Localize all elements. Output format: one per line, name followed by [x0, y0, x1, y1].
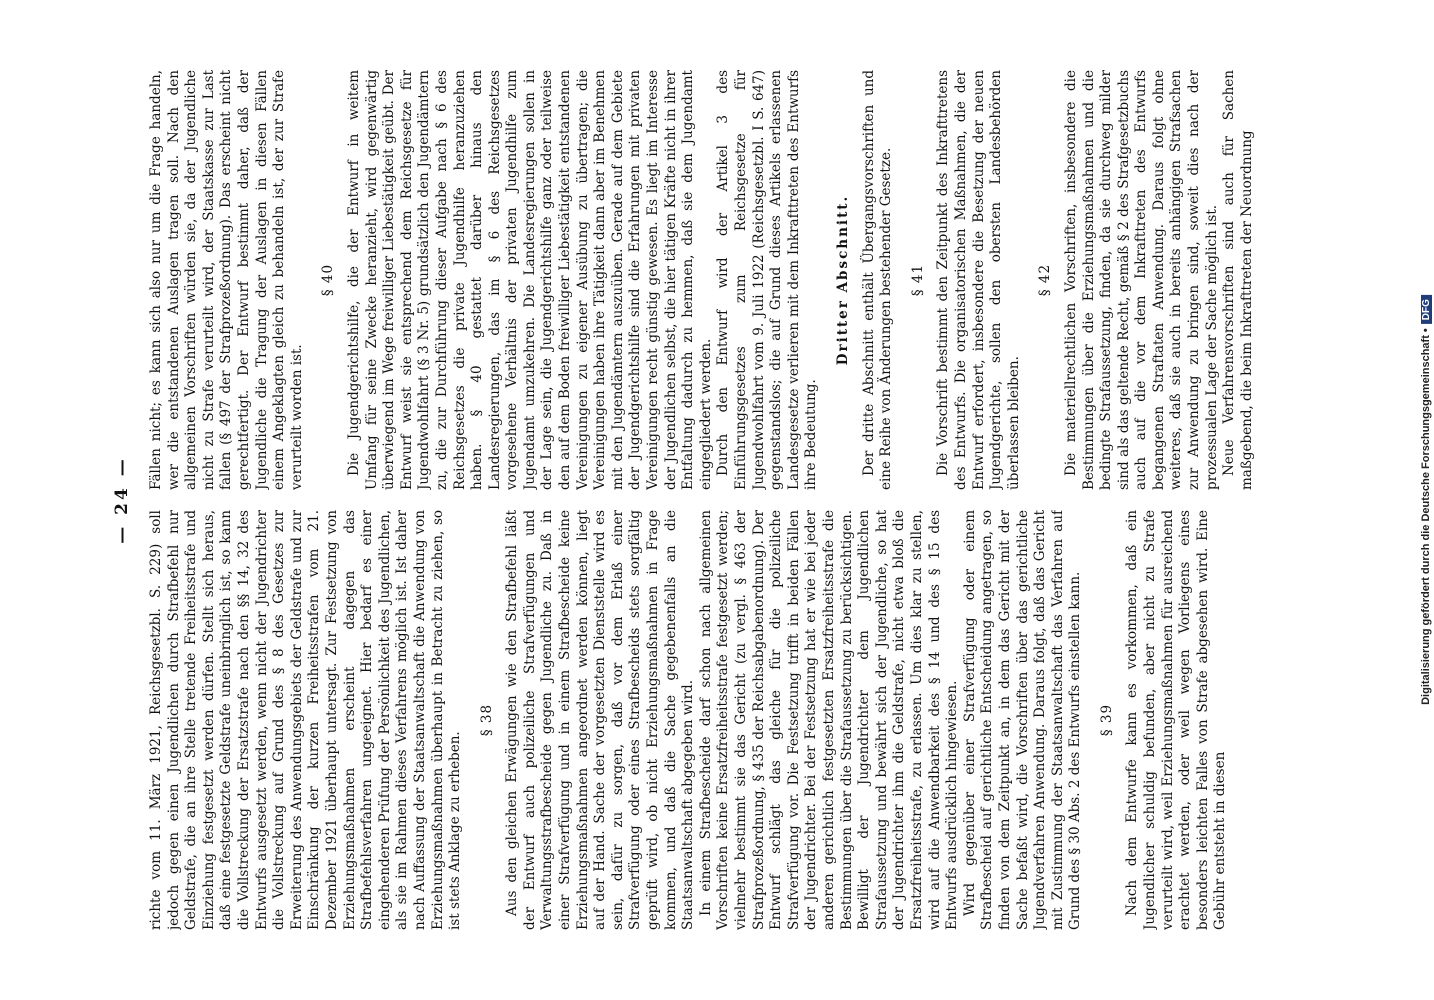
rotated-document-page — [108, 60, 1328, 940]
right-text-column — [148, 70, 1318, 490]
paragraph-chapter-intro: Der dritte Abschnitt enthält Übergangsvorschriften und eine Reihe von Änderungen bestehender Gesetze. — [860, 70, 895, 490]
section-heading-38: § 38 — [478, 703, 495, 737]
paragraph-38-c: Wird gegenüber einer Strafverfügung oder einem Strafbescheid auf gerichtliche Entscheidung angetragen, so finden von dem Zeitpunkt an, in dem das Gericht mit der Sache befaßt wird, die Vorschriften über das gerichtliche Jugendverfahren Anwendung. Daraus folgt, daß das Gericht mit Zustimmung der Staatsanwaltschaft das Verfahren auf Grund des § 30 Abs. 2 des Entwurfs einstellen kann. — [961, 510, 1084, 930]
credit-text: Digitalisierung gefördert durch die Deutsche Forschungsgemeinschaft • — [1420, 328, 1432, 705]
paragraph-37-continuation: richte vom 11. März 1921, Reichsgesetzbl. S. 229) soll jedoch gegen einen Jugendlichen durch Strafbefehl nur Geldstrafe, die an ihre Stelle tretende Freiheitsstrafe und Einziehung festgesetzt werden dürfen. Stellt sich heraus, daß eine festgesetzte Geldstrafe uneinbringlich ist, so kann die Vollstreckung der Ersatzstrafe nach den §§ 14, 32 des Entwurfs ausgesetzt werden, wenn nicht der Jugendrichter die Vollstreckung auf Grund des § 8 des Gesetzes zur Erweiterung des Anwendungsgebiets der Geldstrafe und zur Einschränkung der kurzen Freiheitsstrafen vom 21. Dezember 1921 überhaupt untersagt. Zur Festsetzung von Erziehungsmaßnahmen erscheint dagegen das Strafbefehlsverfahren ungeeignet. Hier bedarf es einer eingehenderen Prüfung der Persönlichkeit des Jugendlichen, als sie im Rahmen dieses Verfahrens möglich ist. Ist daher nach Auffassung der Staatsanwaltschaft die Anwendung von Erziehungsmaßnahmen überhaupt in Betracht zu ziehen, so ist stets Anklage zu erheben. — [148, 510, 464, 930]
left-text-column — [148, 510, 1318, 930]
paragraph-41: Die Vorschrift bestimmt den Zeitpunkt des Inkrafttretens des Entwurfs. Die organisatorischen Maßnahmen, die der Entwurf erfordert, insbesondere die Besetzung der neuen Jugendgerichte, sollen den obersten Landesbehörden überlassen bleiben. — [935, 70, 1022, 490]
paragraph-38-b: In einem Strafbescheide darf schon nach allgemeinen Vorschriften keine Ersatzfreiheitsstrafe festgesetzt werden; vielmehr bestimmt sie das Gericht (zu vergl. § 463 der Strafprozeßordnung, § 435 der Reichsabgabenordnung). Der Entwurf schlägt das gleiche für die polizeiliche Strafverfügung vor. Die Festsetzung trifft in beiden Fällen der Jugendrichter. Bei der Festsetzung hat er wie bei jeder anderen gerichtlich festgesetzten Ersatzfreiheitsstrafe die Bestimmungen über die Strafaussetzung zu berücksichtigen. Bewilligt der Jugendrichter dem Jugendlichen Strafaussetzung und bewährt sich der Jugendliche, so hat der Jugendrichter ihm die Geldstrafe, nicht etwa bloß die Ersatzfreiheitsstrafe, zu erlassen. Um dies klar zu stellen, wird auf die Anwendbarkeit des § 14 und des § 15 des Entwurfs ausdrücklich hingewiesen. — [697, 510, 961, 930]
section-heading-42: § 42 — [1037, 263, 1054, 297]
paragraph-39-a: Nach dem Entwurfe kann es vorkommen, daß ein Jugendlicher schuldig befunden, aber nicht zu Strafe verurteilt wird, weil Erziehungsmaßnahmen für ausreichend erachtet werden, oder weil wegen Vorliegens eines besonders leichten Falles von Strafe abgesehen wird. Eine Gebühr entsteht in diesen — [1124, 510, 1229, 930]
page-number: — 24 — — [112, 456, 132, 544]
paragraph-40-b: Durch den Entwurf wird der Artikel 3 des Einführungsgesetzes zum Reichsgesetze für Jugendwohlfahrt vom 9. Juli 1922 (Reichsgesetzbl. I S. 647) gegenstandslos; die auf Grund dieses Artikels erlassenen Landesgesetze verlieren mit dem Inkrafttreten des Entwurfs ihre Bedeutung. — [715, 70, 820, 490]
paragraph-42-a: Die materiellrechtlichen Vorschriften, insbesondere die Bestimmungen über die Erziehungsmaßnahmen und die bedingte Strafaussetzung, finden, da sie durchweg milder sind als das geltende Recht, gemäß § 2 des Strafgesetzbuchs auch auf die vor dem Inkrafttreten des Entwurfs begangenen Straftaten Anwendung. Daraus folgt ohne weiteres, daß sie auch in bereits anhängigen Strafsachen zur Anwendung zu bringen sind, soweit dies nach der prozessualen Lage der Sache möglich ist. — [1062, 70, 1220, 490]
paragraph-39-continuation: Fällen nicht; es kann sich also nur um die Frage handeln, wer die entstandenen Auslagen tragen soll. Nach den allgemeinen Vorschriften würden sie, da der Jugendliche nicht zu Strafe verurteilt wird, der Staatskasse zur Last fallen (§ 497 der Strafprozeßordnung). Das erscheint nicht gerechtfertigt. Der Entwurf bestimmt daher, daß der Jugendliche die Tragung der Auslagen in diesen Fällen einem Angeklagten gleich zu behandeln ist, der zur Strafe verurteilt worden ist. — [148, 70, 305, 490]
paragraph-42-b: Neue Verfahrensvorschriften sind auch für Sachen maßgebend, die beim Inkrafttreten der Neuordnung — [1221, 70, 1255, 490]
dfg-logo-badge: DFG — [1421, 295, 1432, 324]
section-heading-39: § 39 — [1098, 703, 1115, 737]
section-heading-41: § 41 — [909, 263, 926, 297]
section-heading-40: § 40 — [320, 263, 337, 297]
paragraph-38-a: Aus den gleichen Erwägungen wie den Strafbefehl läßt der Entwurf auch polizeiliche Strafverfügungen und Verwaltungsstrafbescheide gegen Jugendliche zu. Daß in einer Strafverfügung und in einem Strafbescheide keine Erziehungsmaßnahmen angeordnet werden können, liegt auf der Hand. Sache der vorgesetzten Dienststelle wird es sein, dafür zu sorgen, daß vor dem Erlaß einer Strafverfügung oder eines Strafbescheids stets sorgfältig geprüft wird, ob nicht Erziehungsmaßnahmen in Frage kommen, und daß die Sache gegebenenfalls an die Staatsanwaltschaft abgegeben wird. — [504, 510, 697, 930]
paragraph-40-a: Die Jugendgerichtshilfe, die der Entwurf in weitem Umfang für seine Zwecke heranzieht, wird gegenwärtig überwiegend im Wege freiwilliger Liebestätigkeit geübt. Der Entwurf weist sie entsprechend dem Reichsgesetze für Jugendwohlfahrt (§ 3 Nr. 5) grundsätzlich den Jugendämtern zu, die zur Durchführung dieser Aufgabe nach § 6 des Reichsgesetzes die private Jugendhilfe heranzuziehen haben. § 40 gestattet darüber hinaus den Landesregierungen, das im § 6 des Reichsgesetzes vorgesehene Verhältnis der privaten Jugendhilfe zum Jugendamt umzukehren. Die Landesregierungen sollen in der Lage sein, die Jugendgerichtshilfe ganz oder teilweise den auf dem Boden freiwilliger Liebestätigkeit entstandenen Vereinigungen zu eigener Ausübung zu übertragen; die Vereinigungen haben ihre Tätigkeit dann aber im Benehmen mit den Jugendämtern auszuüben. Gerade auf dem Gebiete der Jugendgerichtshilfe sind die Erfahrungen mit privaten Vereinigungen recht günstig gewesen. Es liegt im Interesse der Jugendlichen selbst, die hier tätigen Kräfte nicht in ihrer Entfaltung dadurch zu hemmen, daß sie dem Jugendamt eingegliedert werden. — [345, 70, 714, 490]
digitization-credit-line — [1420, 295, 1432, 705]
chapter-heading-dritter-abschnitt: Dritter Abschnitt. — [834, 194, 851, 366]
